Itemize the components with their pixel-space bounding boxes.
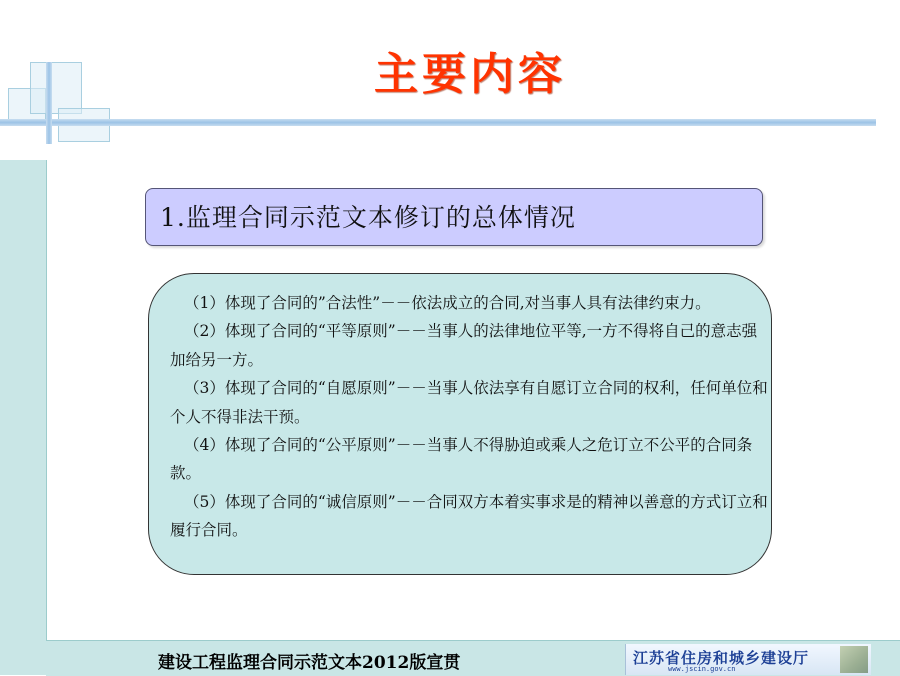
footer-text: 建设工程监理合同示范文本2012版宣贯 (158, 653, 461, 673)
left-decor-band (0, 160, 47, 675)
logo-text: 江苏省住房和城乡建设厅 (633, 649, 810, 667)
decor-vertical-line (46, 62, 52, 144)
slide-title: 主要内容 (374, 49, 566, 100)
principle-item: （3）体现了合同的“自愿原则”－－当事人依法享有自愿订立合同的权利，任何单位和个人不得非法干预。 (170, 379, 768, 426)
principle-item: （2）体现了合同的“平等原则”－－当事人的法律地位平等,一方不得将自己的意志强加给另一方。 (170, 322, 758, 369)
principle-item: （4）体现了合同的“公平原则”－－当事人不得胁迫或乘人之危订立不公平的合同条款。 (170, 436, 753, 483)
logo-url: www.jscin.gov.cn (668, 665, 736, 673)
section-heading: 1.监理合同示范文本修订的总体情况 (160, 203, 576, 232)
decor-square (30, 62, 82, 114)
decor-horizontal-line (0, 119, 876, 126)
principle-item: （5）体现了合同的“诚信原则”－－合同双方本着实事求是的精神以善意的方式订立和履行合同。 (170, 492, 768, 540)
logo-building-image (840, 646, 868, 673)
principle-item: （1）体现了合同的”合法性”－－依法成立的合同,对当事人具有法律约束力。 (184, 294, 711, 312)
principles-list (170, 289, 770, 545)
